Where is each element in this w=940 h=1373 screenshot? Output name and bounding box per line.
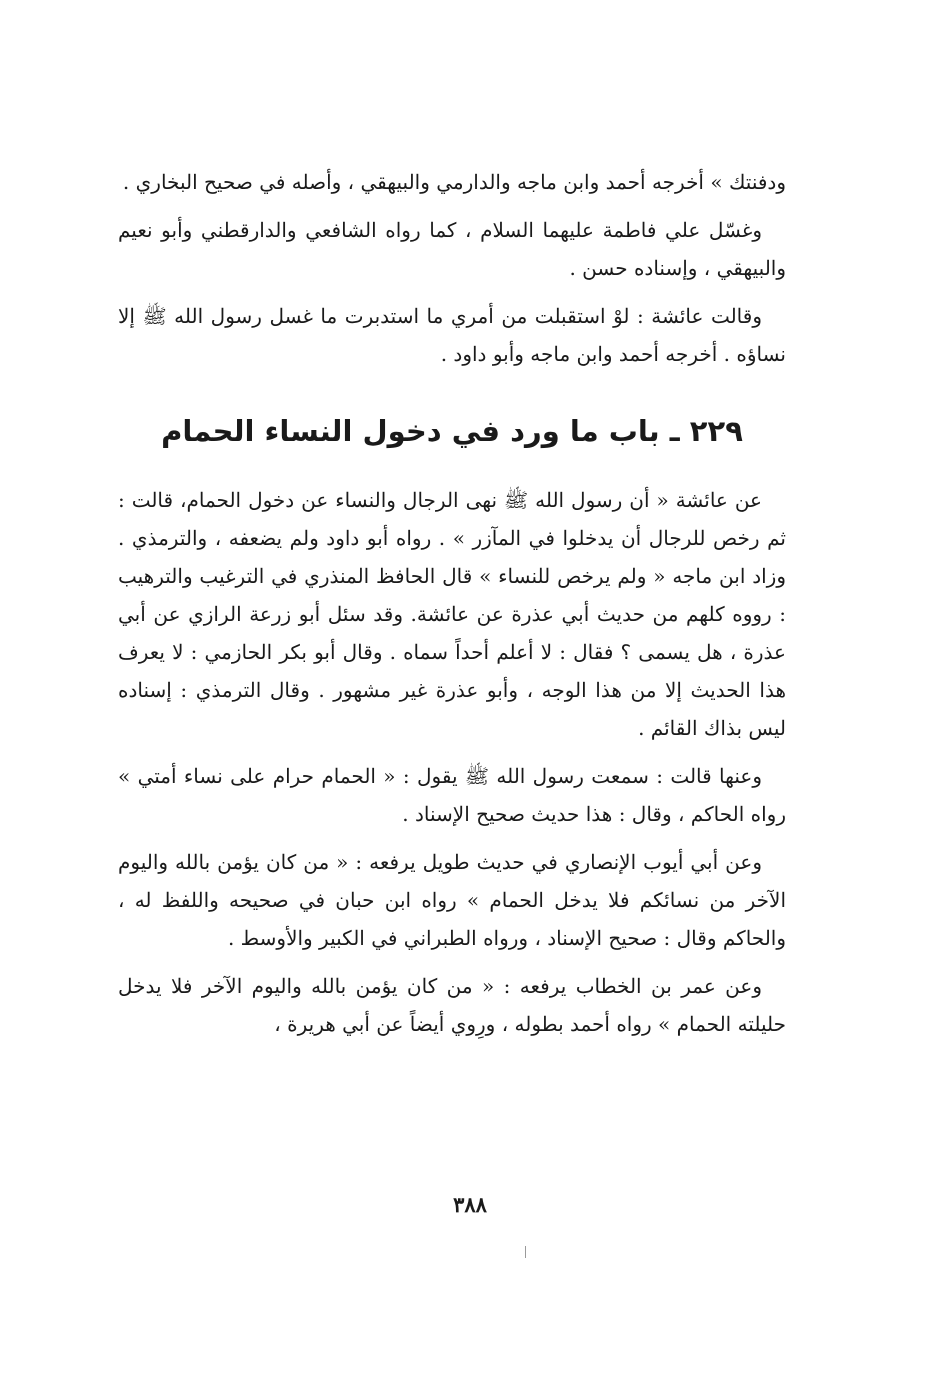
paragraph-burial-hadith-end: ودفنتك » أخرجه أحمد وابن ماجه والدارمي والبيهقي ، وأصله في صحيح البخاري . — [122, 170, 786, 194]
paragraph-abu-ayyub: وعن أبي أيوب الإنصاري في حديث طويل يرفعه : « من كان يؤمن بالله واليوم الآخر من نسائكم فلا يدخل الحمام » رواه ابن حبان في صحيحه واللفظ له ، والحاكم وقال : صحيح الإسناد ، ورواه الطبراني في الكبير والأوسط . — [118, 850, 786, 950]
page-body — [118, 163, 786, 1053]
paragraph-bathhouse-forbidden: وعنها قالت : سمعت رسول الله ﷺ يقول : « الحمام حرام على نساء أمتي » رواه الحاكم ، وقال : هذا حديث صحيح الإسناد . — [118, 764, 786, 826]
paragraph-ali-washed-fatima: وغسّل علي فاطمة عليهما السلام ، كما رواه الشافعي والدارقطني وأبو نعيم والبيهقي ، وإسناده حسن . — [118, 218, 786, 280]
paragraph-aisha-bathhouse: عن عائشة « أن رسول الله ﷺ نهى الرجال والنساء عن دخول الحمام، قالت : ثم رخص للرجال أن يدخلوا في المآزر » . رواه أبو داود ولم يضعفه ، والترمذي . وزاد ابن ماجه « ولم يرخص للنساء » قال الحافظ المنذري في الترغيب والترهيب : رووه كلهم من حديث أبي عذرة عن عائشة. وقد سئل أبو زرعة الرازي عن أبي عذرة ، هل يسمى ؟ فقال : لا أعلم أحداً سماه . وقال أبو بكر الحازمي : لا يعرف هذا الحديث إلا من هذا الوجه ، وأبو عذرة غير مشهور . وقال الترمذي : إسناده ليس بذاك القائم . — [118, 488, 786, 740]
paragraph-aisha-statement: وقالت عائشة : لوْ استقبلت من أمري ما استدبرت ما غسل رسول الله ﷺ إلا نساؤه . أخرجه أحمد وابن ماجه وأبو داود . — [118, 304, 786, 366]
scan-mark — [525, 1246, 526, 1258]
page-number: ٣٨٨ — [453, 1192, 487, 1217]
paragraph-umar-ibn-khattab: وعن عمر بن الخطاب يرفعه : « من كان يؤمن بالله واليوم الآخر فلا يدخل حليلته الحمام » رواه أحمد بطوله ، ورِوي أيضاً عن أبي هريرة ، — [118, 974, 786, 1036]
chapter-heading: ٢٢٩ ـ باب ما ورد في دخول النساء الحمام — [161, 414, 743, 448]
